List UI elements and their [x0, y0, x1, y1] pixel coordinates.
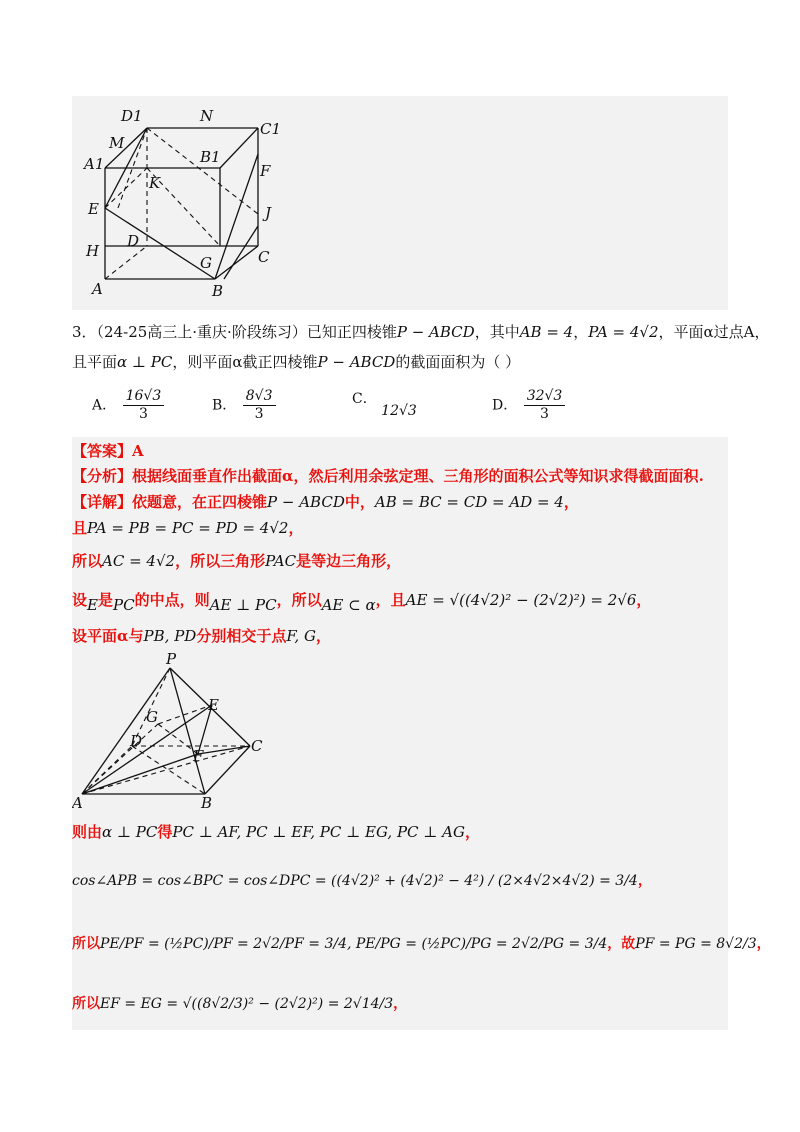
fig1-label: M — [109, 134, 125, 152]
fig1-label: G — [200, 254, 212, 272]
fig1-label: A1 — [84, 155, 105, 173]
fig2-label: A — [72, 794, 83, 810]
fig1-label: J — [265, 204, 272, 222]
question-line-1: 3．（24-25高三上·重庆·阶段练习）已知正四棱锥P − ABCD，其中AB = 4，PA = 4√2，平面α过点A， — [72, 323, 770, 341]
detail-line-6: 则由α ⊥ PC得PC ⊥ AF, PC ⊥ EF, PC ⊥ EG, PC ⊥ AG， — [72, 823, 480, 841]
question-line-2: 且平面α ⊥ PC，则平面α截正四棱锥P − ABCD的截面面积为（ ） — [72, 353, 521, 371]
fig2-label: B — [201, 794, 213, 810]
fig2-label: F — [193, 747, 204, 765]
cube-figure — [72, 96, 312, 310]
fig2-label: P — [166, 650, 177, 668]
fig1-label: C1 — [260, 120, 282, 138]
detail-line-8: 所以PE/PF = (½PC)/PF = 2√2/PF = 3/4, PE/PG = (½PC)/PG = 2√2/PG = 3/4，故PF = PG = 8√2/3， — [72, 936, 771, 952]
detail-line-3: 所以AC = 4√2，所以三角形PAC是等边三角形， — [72, 552, 402, 570]
fig2-label: C — [251, 737, 263, 755]
fig1-label: K — [149, 174, 161, 192]
pyramid-figure — [72, 648, 272, 810]
fig1-label: N — [200, 107, 214, 125]
fig1-label: H — [86, 242, 100, 260]
fig1-label: A — [92, 280, 103, 298]
option-d[interactable]: D． $\frac{32√3}{3}$ — [492, 388, 567, 423]
detail-line-1: 【详解】依题意，在正四棱锥P − ABCD中，AB = BC = CD = AD = 4， — [72, 493, 579, 511]
fig2-label: G — [146, 708, 158, 726]
fig1-label: E — [88, 200, 99, 218]
detail-line-7: cos∠APB = cos∠BPC = cos∠DPC = ((4√2)² + (4√2)² − 4²) / (2×4√2×4√2) = 3/4， — [72, 873, 652, 889]
detail-line-4: 设E是PC的中点，则AE ⊥ PC，所以AE ⊂ α，且AE = √((4√2)² − (2√2)²) = 2√6， — [72, 591, 652, 614]
answer-line: 【答案】A — [72, 442, 144, 460]
option-a[interactable]: A． $\frac{16√3}{3}$ — [92, 388, 166, 423]
fig1-label: B1 — [200, 148, 221, 166]
analysis-line: 【分析】根据线面垂直作出截面α，然后利用余弦定理、三角形的面积公式等知识求得截面面积. — [72, 467, 704, 485]
fig1-label: B — [212, 282, 224, 300]
detail-line-2: 且PA = PB = PC = PD = 4√2， — [72, 519, 304, 537]
detail-line-5: 设平面α与PB, PD分别相交于点F, G， — [72, 627, 331, 645]
fig1-label: D1 — [121, 107, 143, 125]
fig1-label: F — [260, 162, 271, 180]
option-b[interactable]: B． $\frac{8√3}{3}$ — [212, 388, 278, 423]
option-c[interactable]: C． 12√3 — [352, 391, 417, 419]
fig2-label: D — [130, 732, 143, 750]
fig2-label: E — [208, 696, 219, 714]
detail-line-9: 所以EF = EG = √((8√2/3)² − (2√2)²) = 2√14/3， — [72, 996, 408, 1012]
fig1-label: C — [258, 248, 270, 266]
fig1-label: D — [127, 232, 140, 250]
